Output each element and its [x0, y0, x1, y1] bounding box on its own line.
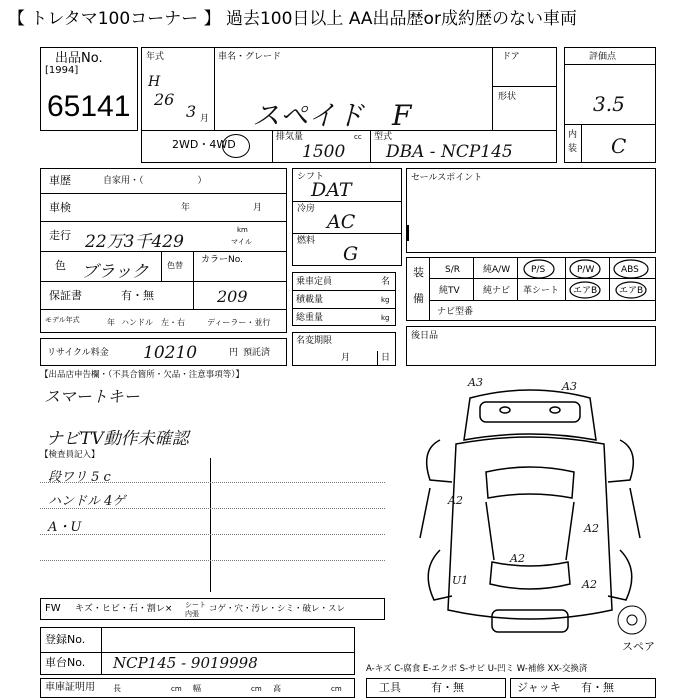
car-damage-diagram: [400, 370, 660, 653]
mechanics-box: [292, 168, 402, 266]
month-label: 月: [200, 114, 210, 124]
tools-label: 工具: [379, 681, 401, 694]
interior-label-2: 装: [568, 144, 578, 154]
jack-box: [510, 678, 656, 698]
recycle-label: リサイクル料金: [47, 348, 109, 358]
damage-legend: A-キズ C-腐食 E-エクボ S-サビ U-凹ミ W-補修 XX-交換済: [366, 664, 588, 674]
chassis-label: 車台No.: [45, 656, 86, 669]
reg-no-label: 登録No.: [45, 633, 86, 646]
name-change-box: [292, 332, 396, 366]
page-title: 【 トレタマ100コーナー 】 過去100日以上 AA出品歴or成約歴のない車両: [8, 9, 577, 29]
name-change-day: 日: [381, 353, 391, 363]
4wd-circle: [222, 134, 250, 158]
equip-pw: P/W: [577, 265, 595, 275]
equip-leather: 革シート: [523, 286, 560, 296]
width-unit: cm: [251, 685, 262, 693]
shift-value: DAT: [311, 179, 352, 201]
year-value: 26: [154, 90, 175, 109]
car-name: スペイド F: [252, 99, 412, 132]
equipment-box: [406, 257, 656, 321]
width-label: 幅: [193, 684, 201, 693]
stock-note: スマートキー: [44, 387, 140, 406]
gross-label: 総重量: [296, 313, 324, 323]
name-change-unit: 月: [341, 353, 351, 363]
inspection-label: 車検: [49, 201, 71, 214]
inspection-year-unit: 年: [181, 203, 191, 213]
ac-label: 冷房: [297, 204, 316, 214]
spare-label: スペア: [622, 640, 655, 653]
drive-label: 2WD・4WD: [172, 138, 236, 151]
equip-aw: 純A/W: [483, 265, 511, 275]
interior-grade: C: [611, 134, 627, 158]
fw-options-2: コゲ・穴・汚レ・シミ・破レ・スレ: [209, 604, 346, 614]
notes-area: [40, 370, 385, 595]
equipment-label-1: 装: [413, 266, 424, 279]
shape-label: 形状: [498, 92, 517, 102]
length-unit: cm: [171, 685, 182, 693]
load-label: 積載量: [296, 295, 324, 305]
load-unit: kg: [381, 296, 390, 304]
aftermarket-label: 後日品: [411, 331, 439, 341]
recycle-status: 預託済: [243, 348, 271, 358]
model-year-unit: 年: [107, 318, 115, 327]
interior-label-1: 内: [568, 130, 578, 140]
name-label: 車名・グレード: [218, 52, 282, 62]
model-value: DBA - NCP145: [386, 142, 513, 162]
diagram-mark-a3-left: A3: [468, 376, 483, 389]
warranty-options: 有・無: [121, 289, 154, 302]
fw-options-1: キズ・ヒビ・石・割レ×: [75, 604, 173, 614]
diagram-mark-a2-rear: A2: [582, 578, 597, 591]
fw-box: [40, 598, 385, 620]
inspector-label: 【検査員記入】: [40, 450, 100, 460]
equip-navi: 純ナビ: [483, 286, 511, 296]
lot-label: 出品No.: [55, 51, 103, 66]
sales-points-box: [406, 168, 656, 253]
shift-label: シフト: [297, 172, 325, 182]
color-value: ブラック: [81, 262, 149, 282]
diagram-mark-a2-left: A2: [448, 494, 463, 507]
diagram-mark-a2-bottom: A2: [510, 552, 525, 565]
garage-cert-box: [40, 678, 355, 698]
equip-airbag-2: エアB: [619, 286, 644, 296]
name-change-label: 名変期限: [296, 336, 333, 346]
navi-note: ナビTV動作未確認: [46, 429, 189, 449]
diagram-mark-u1: U1: [452, 574, 469, 587]
seat-label-1: シート: [185, 601, 206, 609]
recycle-value: 10210: [143, 343, 198, 363]
capacity-label: 乗車定員: [296, 277, 333, 287]
diagram-mark-a3-right: A3: [562, 380, 577, 393]
equip-ps: P/S: [531, 265, 546, 275]
capacity-box: [292, 272, 396, 326]
aftermarket-box: [406, 326, 656, 366]
equip-airbag-1: エアB: [573, 286, 598, 296]
lot-number: 65141: [47, 90, 131, 123]
height-unit: cm: [331, 685, 342, 693]
history-label: 車歴: [49, 174, 71, 187]
jack-label: ジャッキ: [517, 681, 561, 694]
grade-label: 評価点: [589, 52, 617, 62]
diagram-mark-a2-right: A2: [584, 522, 599, 535]
tools-box: [366, 678, 506, 698]
vehicle-info-box: [141, 47, 557, 163]
lot-number-box: [40, 47, 138, 131]
displacement-unit: cc: [354, 133, 362, 141]
displacement-value: 1500: [302, 142, 346, 162]
equip-sr: S/R: [445, 265, 460, 275]
mileage-unit-km: km: [237, 226, 248, 234]
chassis-value: NCP145 - 9019998: [113, 654, 258, 672]
garage-cert-label: 車庫証明用: [45, 682, 95, 693]
year-stamp: [1994]: [45, 65, 79, 76]
recycle-unit: 円: [229, 348, 239, 358]
mileage-unit-mile: マイル: [231, 238, 252, 246]
handle-options: 左・右: [161, 318, 185, 327]
door-label: ドア: [502, 52, 520, 62]
year-era: H: [148, 74, 161, 90]
recycle-fee-box: [40, 338, 287, 366]
color-label: 色: [55, 259, 66, 272]
warranty-label: 保証書: [49, 289, 82, 302]
capacity-unit: 名: [381, 277, 391, 287]
equip-abs: ABS: [621, 265, 639, 275]
ac-value: AC: [327, 211, 356, 233]
model-year-label: モデル年式: [45, 316, 80, 324]
inspector-line-3: A・U: [48, 520, 82, 535]
grade-box: [564, 47, 656, 163]
tools-options: 有・無: [431, 681, 464, 694]
dealer-label: ディーラー・並行: [207, 318, 271, 327]
seat-label-2: 内張: [185, 610, 199, 618]
history-options: 自家用・（ ）: [103, 176, 207, 186]
registration-box: [40, 627, 355, 675]
inspector-line-2: ハンドル 4ゲ: [48, 494, 126, 509]
length-label: 長: [113, 684, 121, 693]
equip-tv: 純TV: [439, 286, 460, 296]
color-no-label: カラーNo.: [201, 255, 243, 265]
gross-unit: kg: [381, 314, 390, 322]
fuel-value: G: [343, 243, 359, 265]
equipment-circles: [407, 258, 657, 322]
navi-model-label: ナビ型番: [437, 307, 474, 317]
equipment-label-2: 備: [413, 292, 424, 305]
mileage-value: 22万3千429: [85, 232, 184, 252]
history-box: [40, 168, 287, 333]
month-value: 3: [186, 102, 197, 121]
grade-score: 3.5: [593, 92, 625, 116]
model-label: 型式: [374, 132, 393, 142]
color-change-label: 色替: [167, 261, 183, 270]
color-no-value: 209: [217, 287, 248, 306]
stock-note-label: 【出品店申告欄・（不具合箇所・欠品・注意事項等）】: [40, 370, 245, 380]
handle-label: ハンドル: [121, 318, 153, 327]
jack-options: 有・無: [581, 681, 614, 694]
height-label: 高: [273, 684, 281, 693]
inspection-month-unit: 月: [253, 203, 263, 213]
sales-points-label: セールスポイント: [411, 173, 483, 183]
fuel-label: 燃料: [297, 236, 316, 246]
inspector-line-1: 段ワリ 5 c: [48, 470, 111, 485]
fw-label: FW: [45, 603, 61, 614]
mileage-label: 走行: [49, 229, 71, 242]
displacement-label: 排気量: [276, 132, 304, 142]
year-label: 年式: [146, 52, 165, 62]
